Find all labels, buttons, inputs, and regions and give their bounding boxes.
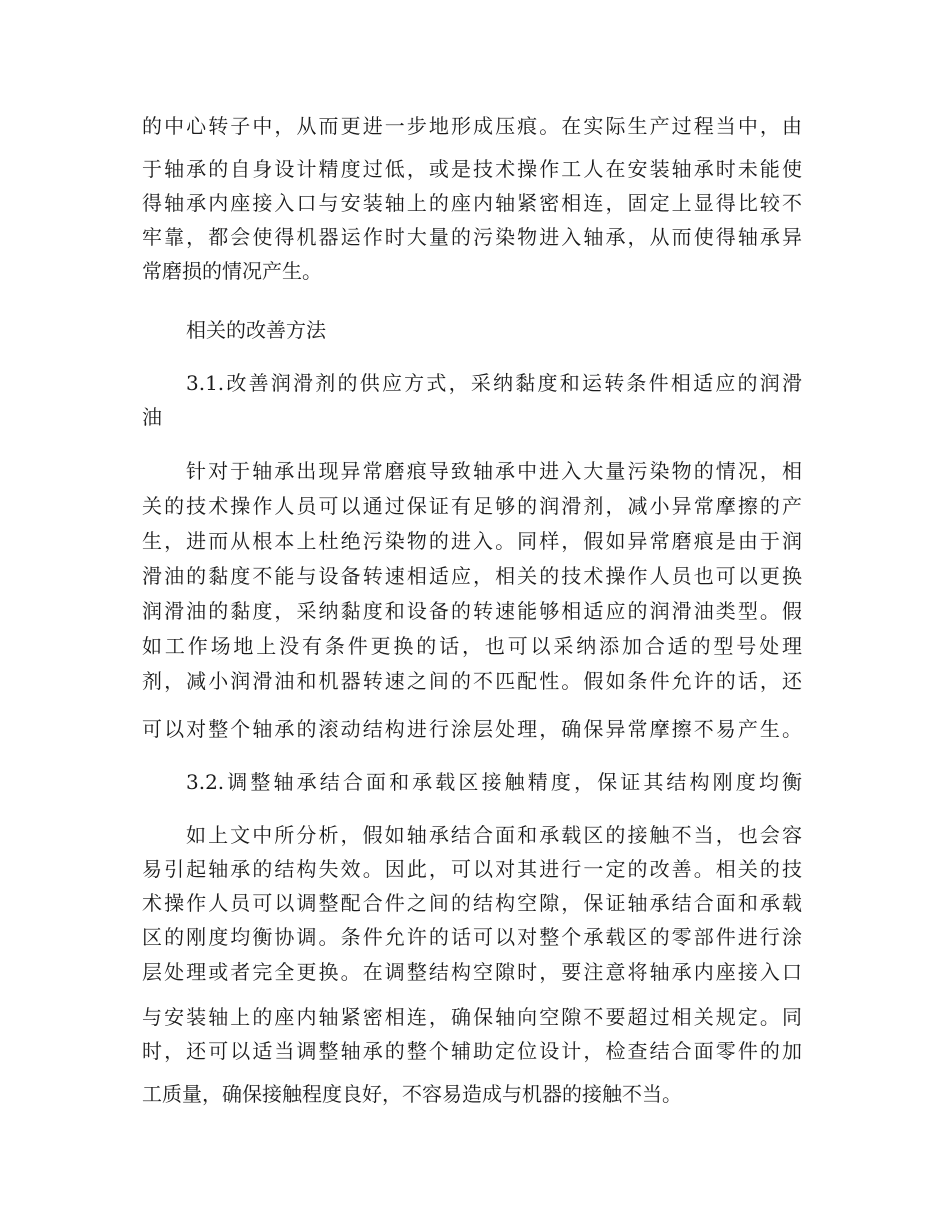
subsection-heading: 3.1.改善润滑剂的供应方式，采纳黏度和运转条件相适应的润滑 [186,371,802,395]
paragraph-line: 常磨损的情况产生。 [142,259,322,283]
paragraph-line: 可以对整个轴承的滚动结构进行涂层处理，确保异常摩擦不易产生。 [142,717,802,741]
section-heading: 相关的改善方法 [186,318,326,342]
paragraph-line: 于轴承的自身设计精度过低，或是技术操作工人在安装轴承时未能使 [142,157,802,181]
paragraph-line: 易引起轴承的结构失效。因此，可以对其进行一定的改善。相关的技 [142,857,802,881]
paragraph-line: 生，进而从根本上杜绝污染物的进入。同样，假如异常磨痕是由于润 [142,529,802,553]
subsection-heading: 油 [142,405,162,429]
paragraph-line: 工质量，确保接触程度良好，不容易造成与机器的接触不当。 [142,1082,682,1106]
paragraph-line: 时，还可以适当调整轴承的整个辅助定位设计，检查结合面零件的加 [142,1039,802,1063]
paragraph-line: 得轴承内座接入口与安装轴上的座内轴紧密相连，固定上显得比较不 [142,191,802,215]
paragraph-line: 剂，减小润滑油和机器转速之间的不匹配性。假如条件允许的话，还 [142,669,802,693]
paragraph-line: 滑油的黏度不能与设备转速相适应，相关的技术操作人员也可以更换 [142,564,802,588]
paragraph-line: 区的刚度均衡协调。条件允许的话可以对整个承载区的零部件进行涂 [142,925,802,949]
paragraph-line: 如工作场地上没有条件更换的话，也可以采纳添加合适的型号处理 [142,634,802,658]
paragraph-line: 术操作人员可以调整配合件之间的结构空隙，保证轴承结合面和承载 [142,891,802,915]
paragraph-line: 牢靠，都会使得机器运作时大量的污染物进入轴承，从而使得轴承异 [142,225,802,249]
subsection-heading: 3.2.调整轴承结合面和承载区接触精度，保证其结构刚度均衡 [186,770,802,794]
paragraph-line: 层处理或者完全更换。在调整结构空隙时，要注意将轴承内座接入口 [142,960,802,984]
paragraph-line: 如上文中所分析，假如轴承结合面和承载区的接触不当，也会容 [186,823,802,847]
paragraph-line: 与安装轴上的座内轴紧密相连，确保轴向空隙不要超过相关规定。同 [142,1005,802,1029]
paragraph-line: 润滑油的黏度，采纳黏度和设备的转速能够相适应的润滑油类型。假 [142,599,802,623]
paragraph-line: 的中心转子中，从而更进一步地形成压痕。在实际生产过程当中，由 [142,114,802,138]
paragraph-line: 关的技术操作人员可以通过保证有足够的润滑剂，减小异常摩擦的产 [142,494,802,518]
paragraph-line: 针对于轴承出现异常磨痕导致轴承中进入大量污染物的情况，相 [186,459,802,483]
